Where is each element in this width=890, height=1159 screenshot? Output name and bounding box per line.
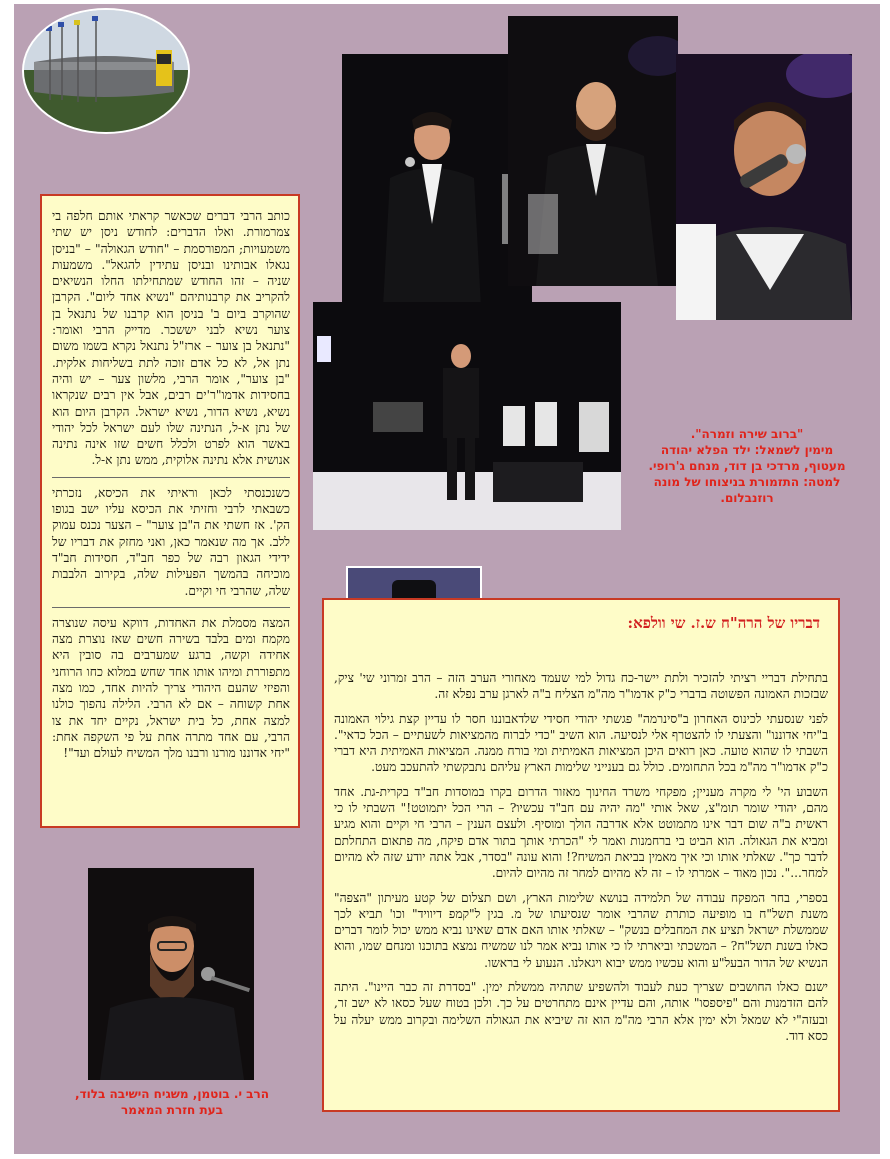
left-text-column bbox=[52, 208, 290, 770]
singer-photo-center bbox=[508, 16, 678, 286]
caption-right-line-3: מעטוף, מרדכי בן דוד, מנחם ג'רופי. bbox=[648, 459, 846, 473]
rabbi-speaking-photo bbox=[88, 868, 254, 1080]
left-paragraph-1: כותב הרבי דברים שכאשר קראתי אותם חלפה בי צמרמורת. ואלו הדברים: לחודש ניסן יש שתי משמעויות; המפורסמת – "חודש הגאולה" – "בניסן נגאלו אבותינו ובניסן עתידין להגאל". משמעות שניה – זהו החודש שמתחילתו החלו הנשיאים להקריב את קרבנותיהם "נשיא אחד ליום". הקרבן שהוקרב ביום ב' בניסן הוא קרבנו של נתנאל בן צוער נשיא לבני יששכר. מדייק הרבי ואומר: "נתנאל בן צוער – ארז"ל נתנאל נקרא בשמו משום נתן אל, לא כל אדם זוכה לתת בשליחות אלקית. "בן צוער", אומר הרבי, מלשון צער – יש והיה בחסידות אדמו"ר'ים רבים, אבל אין רבים שנקראו נשיא, נשיא הדור, נשיא ישראל. הקרבן היום הוא של נתן א-ל, הנתינה שלו לעם ישראל לכל יהודי באשר הוא לפרט ולכלל חשים שזו אינה נתינה אנושית אלא נתינה אלוקית, ממש נתן א-ל. bbox=[52, 209, 290, 468]
caption-left-line-2: בעת חזרת המאמר bbox=[121, 1103, 223, 1117]
left-divider-2 bbox=[52, 607, 290, 608]
singer-figure-2 bbox=[508, 16, 678, 286]
left-paragraph-3: המצה מסמלת את האחדות, דווקא עיסה שנוצרה מקמח ומים בלבד בשירה חשים שאז נוצרת מצה אחידה וקשה, ברגע שמערבים בה סובין היא מתפוררת ומיהו אותו אחד שחש במלוא כחו הרוחני והפיזי שהעם היהודי צריך להיות אחד, כמו מצה אחת קשוחה – אם לא הרבי. הלילה נהפוך כולנו למצה אחת, כל בית ישראל, נקיים יחד את צו הרבי, עם אחד מתרה אחת על פי השקפה אחת: "יחי אדוננו מורנו ורבנו מלך המשיח לעולם ועד"! bbox=[52, 615, 290, 761]
caption-right-line-5: רוזנבלום. bbox=[720, 491, 774, 505]
singer-photo-left bbox=[342, 54, 532, 326]
rabbi-speaking-figure bbox=[88, 868, 254, 1080]
building-photo bbox=[22, 8, 190, 134]
caption-right-line-2: מימין לשמאל: ילד הפלא יהודה bbox=[660, 443, 834, 457]
article-paragraph-2: לפני שנסעתי לכינוס האחרון ב"סינרמה" פגשתי יהודי חסידי שלדאבוננו חסר לו עדיין קצת גילוי האמונה ב"יחי אדוננו" והצעתי לו להצטרף אלי לנסיעה. הוא השיב "כדי לברוח מהמציאות לשעתיים – הכל כדאי". השבתי לו שהוא טועה. כאן רואים היכן המציאות האמיתית ומי בורח ממנה. המציאות האמיתית היא דברי כ"ק אדמו"ר מה"מ בכל התחומים. כולל גם בענייני שלימות הארץ עליהם נתבקשתי להתעכב מעט. bbox=[334, 711, 828, 775]
photo-caption-right bbox=[616, 426, 878, 506]
child-singer-photo bbox=[676, 54, 852, 320]
orchestra-photo bbox=[313, 302, 621, 530]
building-illustration bbox=[24, 10, 188, 132]
article-paragraph-4: בספרי, בחר המפקח עבודה של תלמידה בנושא שלימות הארץ, ושם תצלום של קטע מעיתון "הצפה" משנת תשל"ח בו מופיעה כותרת שהרבי אומר שנסיעתו של מ. בגין ל"קמפ דיוויד" וכו' תביא לכך שממשלת ישראל תציע את המחבלים בנשק" – שאלתי אותו האם אדם שאינו נביא ממש יכול לומר דברים כאלו בשנת תשל"ח? – המשכתי וביארתי לו כי אותו נביא אמר לנו שמשיח נמצא בתוכנו ומנחם שמו, והוא הנשיא של הדור הבעל"ע והוא עכשיו ממש יבוא ויגאלנו. הנעוע לי בראשו. bbox=[334, 890, 828, 970]
singer-figure bbox=[342, 54, 532, 326]
caption-right-line-4: למטה: התזמורת בניצוחו של מונה bbox=[653, 475, 841, 489]
left-divider-1 bbox=[52, 477, 290, 478]
article-paragraph-1: בתחילת דבריי רציתי להזכיר ולתת יישר-כח גדול למי שעמד מאחורי הערב הזה – הרב זמרוני שי' ציק, שבזכות האמונה הפשוטה בדברי כ"ק אדמו"ר מה"מ הצליח ב"ה לארגן ערב נפלא זה. bbox=[334, 671, 828, 702]
left-paragraph-2: כשנכנסתי לכאן וראיתי את הכיסא, נזכרתי כשבאתי לרבי וחזיתי את הכיסא עליו ישב בגופו הק'. אז חשתי את ה"בן צוער" – הצער נכנס עמוק ללב. אך מה שנאמר כאן, ואני מחזק את דבריו של ידידי הגאון רבה של כפר חב"ד, חסידות חב"ד מוכיחה בהמשך הפעילות שלה, בקירוב הלבבות שלה, שהרבי חי וקיים. bbox=[52, 485, 290, 598]
article-paragraph-5: ישנם כאלו החושבים שצריך כעת לעבוד ולהשפיע שתהיה ממשלת ימין. "בסדרת זה כבר היינו". היתה להם הזדמנות והם "פיספסו" אותה, והם עדיין אינם מתחרטים על כך. ולכן בטוח שעל כסאו לא ישב זר, ובעזה"י לא שמאל ולא ימין אלא הרבי מה"מ הוא זה שיביא את הגאולה השלימה ובקרוב ממש יעלה על כסא דוד. bbox=[334, 980, 828, 1043]
caption-right-line-1: "ברוב שירה וזמרה". bbox=[690, 427, 804, 441]
photo-caption-left bbox=[52, 1086, 292, 1118]
article-text-column bbox=[334, 670, 828, 1052]
article-title: דבריו של הרה"ח ש.ז. שי וולפא: bbox=[627, 614, 820, 632]
orchestra-illustration bbox=[313, 302, 621, 530]
caption-left-line-1: הרב י. בוטמן, משגיח הישיבה בלוד, bbox=[75, 1087, 269, 1101]
article-paragraph-3: השבוע הי' לי מקרה מעניין; מפקחי משרד החינוך מאזור הדרום בקרו במוסדות חב"ד בקרית-גת. אחד מהם, יהודי שומר תומ"צ, שאל אותי "מה יהיה עם חב"ד עכשיו? – הרי הכל יתמוטט!" השבתי לו כי ראשית ב"ה שום דבר אינו מתמוטט אלא אדרבה הולך ומוסיף. ולעצם הענין – הרבי חי וקיים והוא מגיע ומביא את הגאולה. הוא הביט בי ברחמנות ואמר לי "הכרתי אותך בתור אדם פיקח, מה פתאום התחלתם לדבר כך". שאלתי אותו וכי איך מאמין בביאת המשיח?! והוא עונה "בסדר, אבל אתה יודע שזה לא מהיום למחר...". נכון מאוד – אמרתי לו – זה לא מהיום למחר זה מהיום להיום. bbox=[334, 784, 828, 881]
child-singer-figure bbox=[676, 54, 852, 320]
